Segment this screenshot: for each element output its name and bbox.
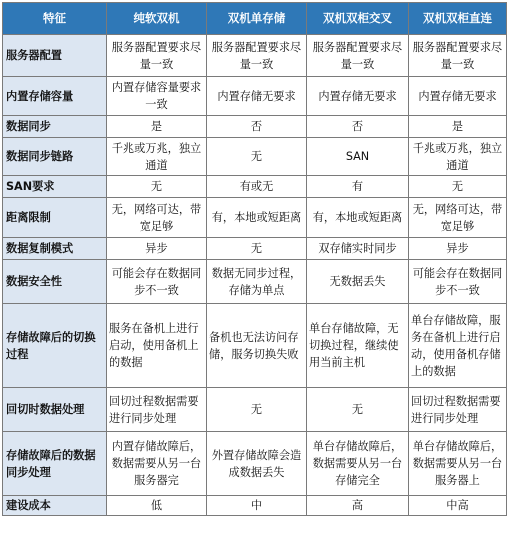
feature-cell: 内置存储容量 bbox=[3, 77, 107, 116]
value-cell: 服务器配置要求尽量一致 bbox=[207, 35, 307, 77]
value-cell: 有或无 bbox=[207, 176, 307, 198]
table-row bbox=[3, 198, 507, 238]
comparison-table-container bbox=[2, 2, 506, 516]
value-cell: 异步 bbox=[409, 238, 507, 260]
value-cell: 是 bbox=[107, 116, 207, 138]
value-cell: 回切过程数据需要进行同步处理 bbox=[107, 388, 207, 432]
header-single-storage: 双机单存储 bbox=[207, 3, 307, 35]
value-cell: 内置存储故障后，数据需要从另一台服务器完 bbox=[107, 432, 207, 496]
value-cell: 千兆或万兆，独立通道 bbox=[107, 138, 207, 176]
table-row bbox=[3, 388, 507, 432]
value-cell: 千兆或万兆，独立通道 bbox=[409, 138, 507, 176]
value-cell: 无 bbox=[307, 388, 409, 432]
value-cell: 内置存储容量要求一致 bbox=[107, 77, 207, 116]
value-cell: 可能会存在数据同步不一致 bbox=[409, 260, 507, 304]
value-cell: 内置存储无要求 bbox=[207, 77, 307, 116]
value-cell: 中高 bbox=[409, 496, 507, 516]
table-row bbox=[3, 77, 507, 116]
value-cell: 双存储实时同步 bbox=[307, 238, 409, 260]
value-cell: 无 bbox=[409, 176, 507, 198]
table-row bbox=[3, 176, 507, 198]
value-cell: 备机也无法访问存储，服务切换失败 bbox=[207, 304, 307, 388]
feature-cell: 建设成本 bbox=[3, 496, 107, 516]
value-cell: 无，网络可达，带宽足够 bbox=[107, 198, 207, 238]
value-cell: 中 bbox=[207, 496, 307, 516]
table-row bbox=[3, 432, 507, 496]
value-cell: 高 bbox=[307, 496, 409, 516]
header-dual-cross: 双机双柜交叉 bbox=[307, 3, 409, 35]
value-cell: 有，本地或短距离 bbox=[307, 198, 409, 238]
value-cell: 低 bbox=[107, 496, 207, 516]
value-cell: 否 bbox=[207, 116, 307, 138]
feature-cell: SAN要求 bbox=[3, 176, 107, 198]
value-cell: 无数据丢失 bbox=[307, 260, 409, 304]
value-cell: 无 bbox=[207, 238, 307, 260]
table-row bbox=[3, 238, 507, 260]
table-row bbox=[3, 496, 507, 516]
feature-cell: 服务器配置 bbox=[3, 35, 107, 77]
value-cell: 单台存储故障，服务在备机上进行启动，使用备机存储上的数据 bbox=[409, 304, 507, 388]
feature-cell: 数据同步链路 bbox=[3, 138, 107, 176]
feature-cell: 数据安全性 bbox=[3, 260, 107, 304]
value-cell: 无 bbox=[107, 176, 207, 198]
table-row bbox=[3, 260, 507, 304]
header-dual-direct: 双机双柜直连 bbox=[409, 3, 507, 35]
feature-cell: 存储故障后的切换过程 bbox=[3, 304, 107, 388]
table-row bbox=[3, 138, 507, 176]
feature-cell: 数据复制模式 bbox=[3, 238, 107, 260]
value-cell: 内置存储无要求 bbox=[409, 77, 507, 116]
table-row bbox=[3, 35, 507, 77]
value-cell: 服务器配置要求尽量一致 bbox=[409, 35, 507, 77]
value-cell: SAN bbox=[307, 138, 409, 176]
value-cell: 数据无同步过程，存储为单点 bbox=[207, 260, 307, 304]
feature-cell: 距离限制 bbox=[3, 198, 107, 238]
value-cell: 有 bbox=[307, 176, 409, 198]
value-cell: 异步 bbox=[107, 238, 207, 260]
value-cell: 服务器配置要求尽量一致 bbox=[107, 35, 207, 77]
value-cell: 有，本地或短距离 bbox=[207, 198, 307, 238]
table-row bbox=[3, 304, 507, 388]
value-cell: 回切过程数据需要进行同步处理 bbox=[409, 388, 507, 432]
value-cell: 服务器配置要求尽量一致 bbox=[307, 35, 409, 77]
value-cell: 可能会存在数据同步不一致 bbox=[107, 260, 207, 304]
feature-cell: 存储故障后的数据同步处理 bbox=[3, 432, 107, 496]
header-pure-software: 纯软双机 bbox=[107, 3, 207, 35]
value-cell: 外置存储故障会造成数据丢失 bbox=[207, 432, 307, 496]
value-cell: 无 bbox=[207, 138, 307, 176]
feature-cell: 数据同步 bbox=[3, 116, 107, 138]
value-cell: 单台存储故障后，数据需要从另一台存储完全 bbox=[307, 432, 409, 496]
value-cell: 是 bbox=[409, 116, 507, 138]
header-row bbox=[3, 3, 507, 35]
table-row bbox=[3, 116, 507, 138]
comparison-table bbox=[2, 2, 507, 516]
value-cell: 否 bbox=[307, 116, 409, 138]
header-feature: 特征 bbox=[3, 3, 107, 35]
value-cell: 单台存储故障后，数据需要从另一台服务器上 bbox=[409, 432, 507, 496]
value-cell: 服务在备机上进行启动，使用备机上的数据 bbox=[107, 304, 207, 388]
value-cell: 单台存储故障，无切换过程，继续使用当前主机 bbox=[307, 304, 409, 388]
value-cell: 无，网络可达，带宽足够 bbox=[409, 198, 507, 238]
value-cell: 内置存储无要求 bbox=[307, 77, 409, 116]
feature-cell: 回切时数据处理 bbox=[3, 388, 107, 432]
value-cell: 无 bbox=[207, 388, 307, 432]
